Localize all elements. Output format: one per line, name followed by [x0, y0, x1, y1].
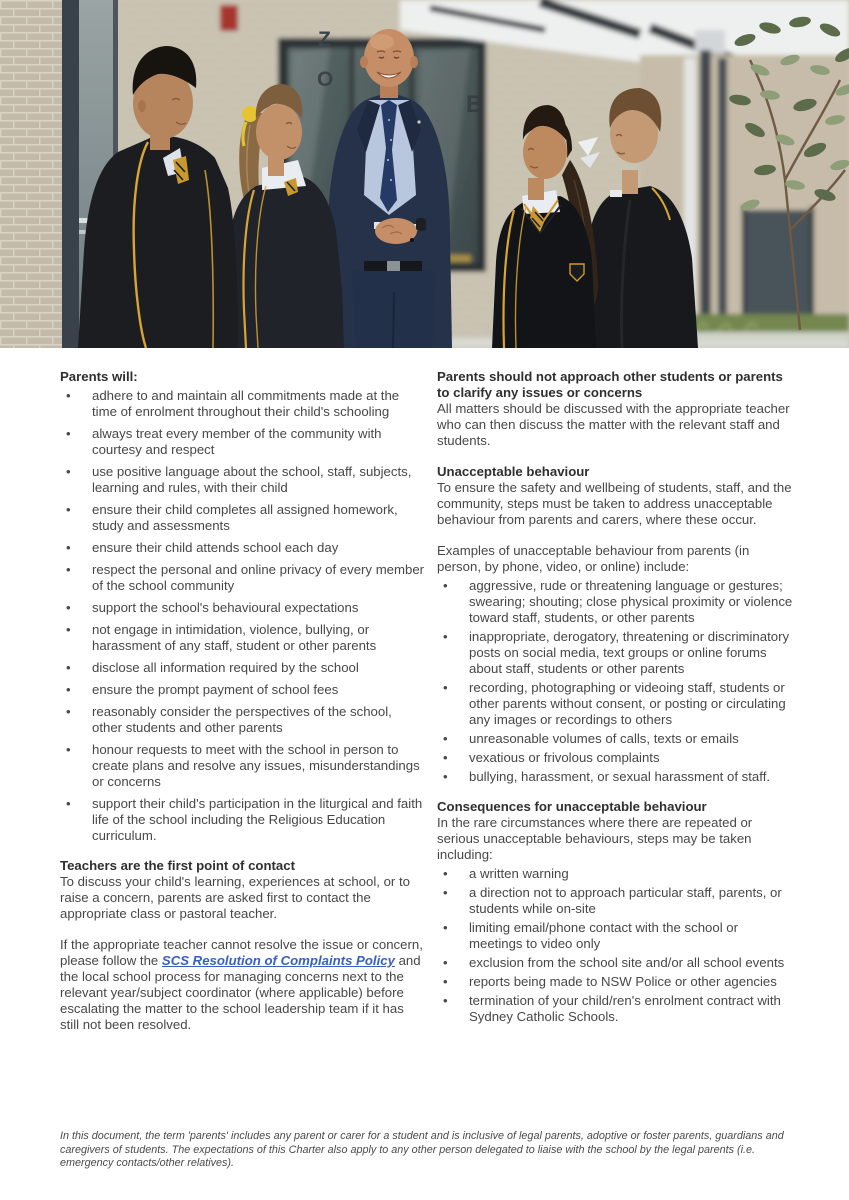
bullet-item: • reports being made to NSW Police or other agencies	[437, 974, 795, 990]
content-columns	[60, 369, 795, 1033]
glass-sign-letter-b: B	[466, 91, 484, 118]
bullet-item: • bullying, harassment, or sexual harassment of staff.	[437, 769, 795, 785]
parents-will-list	[60, 388, 425, 844]
bullet-item: • always treat every member of the community with courtesy and respect	[60, 426, 425, 458]
unacceptable-behaviour-heading: Unacceptable behaviour	[437, 464, 590, 479]
no-approach-heading: Parents should not approach other students or parents to clarify any issues or concerns	[437, 369, 783, 400]
bullet-item: • support their child's participation in the liturgical and faith life of the school including the Religious Education curriculum.	[60, 796, 425, 844]
bullet-item: • honour requests to meet with the school in person to create plans and resolve any issues, misunderstandings or concerns	[60, 742, 425, 790]
bullet-item: • exclusion from the school site and/or all school events	[437, 955, 795, 971]
bullet-item: • ensure the prompt payment of school fees	[60, 682, 425, 698]
complaints-text-pre: If the appropriate teacher cannot resolve the issue or concern, please follow the	[60, 937, 423, 968]
bullet-item: • ensure their child completes all assigned homework, study and assessments	[60, 502, 425, 534]
consequences-heading: Consequences for unacceptable behaviour	[437, 799, 707, 814]
unacceptable-behaviour-paragraph: To ensure the safety and wellbeing of students, staff, and the community, steps must be taken to address unacceptable behaviour from parents and carers, where these occur.	[437, 480, 792, 527]
scs-resolution-of-complaints-policy-link[interactable]: SCS Resolution of Complaints Policy	[161, 953, 395, 968]
right-column	[437, 369, 795, 1033]
no-approach-paragraph: All matters should be discussed with the appropriate teacher who can then discuss the matter with the relevant staff and students.	[437, 401, 790, 448]
left-column	[60, 369, 425, 1033]
examples-paragraph: Examples of unacceptable behaviour from parents (in person, by phone, video, or online) include:	[437, 543, 750, 574]
examples-list	[437, 578, 795, 785]
bullet-item: • a direction not to approach particular staff, parents, or students while on-site	[437, 885, 795, 917]
bullet-item: • use positive language about the school, staff, subjects, learning and rules, with their child	[60, 464, 425, 496]
complaints-paragraph	[60, 937, 425, 1033]
bullet-item: • termination of your child/ren's enrolment contract with Sydney Catholic Schools.	[437, 993, 795, 1025]
teachers-contact-heading: Teachers are the first point of contact	[60, 858, 295, 873]
bullet-item: • respect the personal and online privacy of every member of the school community	[60, 562, 425, 594]
consequences-list	[437, 866, 795, 1025]
footnote: In this document, the term 'parents' includes any parent or carer for a student and is inclusive of legal parents, adoptive or foster parents, guardians and caregivers of students. The expectations of this Charter also apply to any other person delegated to liaise with the school by the legal parents (i.e. emergency contacts/other relatives).	[60, 1130, 784, 1170]
bullet-item: • a written warning	[437, 866, 795, 882]
glass-sign-letter-z: Z	[318, 28, 331, 51]
bullet-item: • limiting email/phone contact with the school or meetings to video only	[437, 920, 795, 952]
bullet-item: • vexatious or frivolous complaints	[437, 750, 795, 766]
glass-sign-letter-o: O	[317, 68, 334, 91]
hero-photo	[0, 0, 849, 348]
bullet-item: • not engage in intimidation, violence, bullying, or harassment of any staff, student or other parents	[60, 622, 425, 654]
bullet-item: • aggressive, rude or threatening language or gestures; swearing; shouting; close physical proximity or violence toward staff, students, or other parents	[437, 578, 795, 626]
bullet-item: • adhere to and maintain all commitments made at the time of enrolment throughout their child's schooling	[60, 388, 425, 420]
consequences-paragraph: In the rare circumstances where there are repeated or serious unacceptable behaviours, steps may be taken including:	[437, 815, 753, 862]
bullet-item: • reasonably consider the perspectives of the school, other students and other parents	[60, 704, 425, 736]
parents-will-heading: Parents will:	[60, 369, 138, 384]
bullet-item: • disclose all information required by the school	[60, 660, 425, 676]
bullet-item: • recording, photographing or videoing staff, students or other parents without consent, or posting or circulating any images or recordings to others	[437, 680, 795, 728]
bullet-item: • unreasonable volumes of calls, texts or emails	[437, 731, 795, 747]
complaints-text-post: and the local school process for managing concerns next to the relevant year/subject coordinator (where applicable) before escalating the matter to the school leadership team if it has still not been resolved.	[60, 953, 421, 1032]
teachers-contact-paragraph: To discuss your child's learning, experiences at school, or to raise a concern, parents are asked first to contact the appropriate class or pastoral teacher.	[60, 874, 410, 921]
bullet-item: • ensure their child attends school each day	[60, 540, 425, 556]
bullet-item: • support the school's behavioural expectations	[60, 600, 425, 616]
hero-photo-illustration	[0, 0, 849, 348]
bullet-item: • inappropriate, derogatory, threatening or discriminatory posts on social media, text groups or online forums about staff, students or other parents	[437, 629, 795, 677]
